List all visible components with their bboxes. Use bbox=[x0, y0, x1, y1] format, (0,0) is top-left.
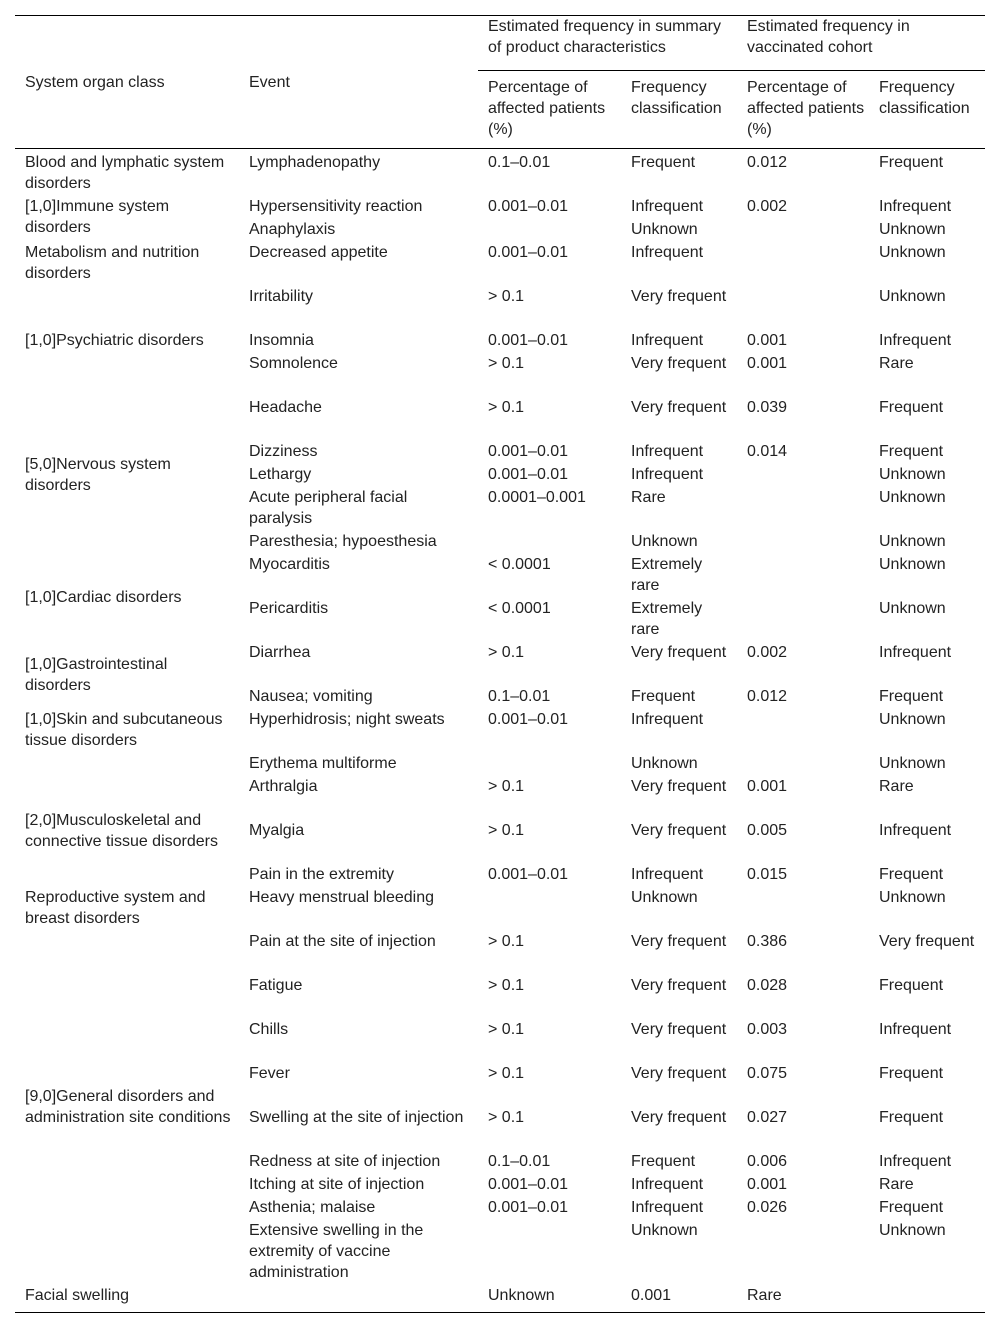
cell-freq-smpc: Infrequent bbox=[631, 1199, 704, 1216]
cell-pct-smpc bbox=[478, 885, 621, 929]
cell-pct-smpc: 0.1–0.01 bbox=[488, 688, 551, 705]
cell-event: Pericarditis bbox=[249, 600, 329, 617]
header-pct-cohort: Percentage of affected patients (%) bbox=[747, 79, 865, 138]
cell-freq-smpc: Very frequent bbox=[631, 1109, 727, 1126]
cell-pct-smpc: 0.001–0.01 bbox=[488, 466, 569, 483]
cell-freq-smpc: Extremely rare bbox=[631, 556, 703, 594]
cell-freq-cohort: Infrequent bbox=[879, 1153, 952, 1170]
header-system-organ-class: System organ class bbox=[15, 16, 239, 149]
cell-pct-cohort: 0.386 bbox=[747, 933, 788, 950]
cell-event: Pain at the site of injection bbox=[249, 933, 436, 950]
cell-event: Lymphadenopathy bbox=[249, 154, 381, 171]
cell-pct-cohort: 0.001 bbox=[747, 778, 788, 795]
cell-freq-smpc: Infrequent bbox=[631, 866, 704, 883]
cell-pct-smpc bbox=[478, 529, 621, 552]
cell-freq-cohort: Unknown bbox=[879, 600, 946, 617]
cell-pct-cohort bbox=[737, 1218, 869, 1283]
cell-freq-cohort: Unknown bbox=[879, 288, 946, 305]
cell-event: Hypersensitivity reaction bbox=[249, 198, 423, 215]
cell-freq-cohort: Unknown bbox=[879, 533, 946, 550]
cell-freq-cohort: Frequent bbox=[879, 1109, 944, 1126]
table-row bbox=[15, 774, 985, 818]
cell-pct-smpc: > 0.1 bbox=[488, 399, 525, 416]
cell-system-organ-class: Metabolism and nutrition disorders bbox=[25, 244, 200, 282]
cell-pct-smpc: < 0.0001 bbox=[488, 556, 551, 573]
cell-freq-smpc: Infrequent bbox=[631, 711, 704, 728]
cell-pct-cohort: 0.028 bbox=[747, 977, 788, 994]
cell-freq-smpc: Unknown bbox=[631, 889, 698, 906]
cell-pct-smpc: > 0.1 bbox=[488, 1065, 525, 1082]
cell-event: Facial swelling bbox=[25, 1287, 130, 1304]
cell-freq-cohort: Infrequent bbox=[879, 1021, 952, 1038]
cell-pct-cohort bbox=[737, 240, 869, 284]
cell-freq-smpc: Very frequent bbox=[631, 288, 727, 305]
cell-freq-cohort: Infrequent bbox=[879, 332, 952, 349]
cell-pct-cohort: 0.001 bbox=[747, 332, 788, 349]
cell-pct-cohort: 0.001 bbox=[747, 355, 788, 372]
cell-freq-cohort: Frequent bbox=[879, 1199, 944, 1216]
cell-event: Somnolence bbox=[249, 355, 338, 372]
cell-pct-cohort bbox=[737, 552, 869, 596]
cell-freq-cohort: Unknown bbox=[879, 711, 946, 728]
cell-freq-cohort: Unknown bbox=[879, 489, 946, 506]
table-row bbox=[15, 240, 985, 284]
cell-pct-cohort: 0.001 bbox=[747, 1176, 788, 1193]
cell-system-organ-class: [9,0]General disorders and administration site conditions bbox=[25, 1088, 231, 1126]
cell-freq-cohort: Frequent bbox=[879, 1065, 944, 1082]
cell-pct-smpc: 0.001–0.01 bbox=[488, 1176, 569, 1193]
cell-pct-smpc: > 0.1 bbox=[488, 355, 525, 372]
cell-freq-smpc: Infrequent bbox=[631, 1176, 704, 1193]
cell-event: Irritability bbox=[249, 288, 314, 305]
cell-freq-smpc: Infrequent bbox=[631, 332, 704, 349]
cell-system-organ-class: Blood and lymphatic system disorders bbox=[25, 154, 225, 192]
cell-freq-cohort: Rare bbox=[879, 778, 914, 795]
table-header bbox=[15, 16, 985, 149]
cell-system-organ-class: [5,0]Nervous system disorders bbox=[25, 455, 171, 494]
cell-pct-smpc: 0.001–0.01 bbox=[488, 1199, 569, 1216]
cell-pct-cohort: 0.012 bbox=[747, 154, 788, 171]
cell-freq-cohort: Unknown bbox=[879, 1222, 946, 1239]
cell-freq-cohort: Unknown bbox=[879, 244, 946, 261]
cell-pct-smpc: > 0.1 bbox=[488, 933, 525, 950]
table-row bbox=[15, 640, 985, 684]
cell-pct-cohort: 0.002 bbox=[747, 644, 788, 661]
cell-pct-cohort: 0.026 bbox=[747, 1199, 788, 1216]
cell-freq-smpc: Very frequent bbox=[631, 822, 727, 839]
cell-pct-cohort bbox=[737, 751, 869, 774]
table-row bbox=[15, 929, 985, 973]
cell-event: Fever bbox=[249, 1065, 290, 1082]
cell-pct-smpc: 0.0001–0.001 bbox=[488, 489, 586, 506]
cell-system-organ-class: [1,0]Immune system disorders bbox=[25, 198, 170, 236]
header-event: Event bbox=[239, 16, 478, 149]
cell-pct-smpc: < 0.0001 bbox=[488, 600, 551, 617]
cell-system-organ-class: Reproductive system and breast disorders bbox=[25, 889, 206, 927]
cell-freq-smpc: Frequent bbox=[631, 688, 696, 705]
cell-freq-cohort: Infrequent bbox=[879, 644, 952, 661]
cell-event: Pain in the extremity bbox=[249, 866, 394, 883]
cell-pct-smpc: 0.001–0.01 bbox=[488, 332, 569, 349]
cell-pct-cohort: 0.015 bbox=[747, 866, 788, 883]
cell-system-organ-class: [1,0]Skin and subcutaneous tissue disorders bbox=[25, 711, 223, 749]
cell-pct-smpc: 0.001–0.01 bbox=[488, 443, 569, 460]
cell-system-organ-class: [1,0]Gastrointestinal disorders bbox=[25, 655, 168, 694]
cell-pct-cohort: 0.012 bbox=[747, 688, 788, 705]
cell-freq-smpc: Infrequent bbox=[631, 443, 704, 460]
cell-pct-smpc: 0.001–0.01 bbox=[488, 244, 569, 261]
cell-pct-cohort bbox=[737, 596, 869, 640]
cell-freq-cohort: Unknown bbox=[879, 556, 946, 573]
cell-pct-cohort: 0.003 bbox=[747, 1021, 788, 1038]
cell-pct-smpc bbox=[478, 217, 621, 240]
cell-event: Nausea; vomiting bbox=[249, 688, 373, 705]
table-row bbox=[15, 395, 985, 439]
cell-event: Asthenia; malaise bbox=[249, 1199, 376, 1216]
cell-freq-cohort: Rare bbox=[879, 355, 914, 372]
cell-freq-cohort: Unknown bbox=[879, 755, 946, 772]
cell-freq-cohort: Infrequent bbox=[879, 822, 952, 839]
cell-pct-smpc bbox=[239, 1283, 478, 1313]
header-group-cohort: Estimated frequency in vaccinated cohort bbox=[737, 16, 985, 71]
cell-pct-cohort: 0.039 bbox=[747, 399, 788, 416]
header-freq-smpc: Frequency classification bbox=[631, 79, 722, 117]
cell-freq-cohort: Frequent bbox=[879, 688, 944, 705]
cell-pct-smpc: > 0.1 bbox=[488, 288, 525, 305]
cell-pct-cohort: 0.002 bbox=[747, 198, 788, 215]
cell-pct-cohort bbox=[737, 284, 869, 328]
cell-freq-smpc: Infrequent bbox=[631, 198, 704, 215]
cell-freq-cohort: Unknown bbox=[879, 889, 946, 906]
cell-freq-cohort: Frequent bbox=[879, 977, 944, 994]
table-row bbox=[15, 885, 985, 929]
cell-event: Arthralgia bbox=[249, 778, 318, 795]
cell-freq-cohort: Frequent bbox=[879, 866, 944, 883]
cell-freq-cohort: Infrequent bbox=[879, 198, 952, 215]
cell-freq-smpc: Very frequent bbox=[631, 399, 727, 416]
cell-event: Lethargy bbox=[249, 466, 312, 483]
cell-event: Anaphylaxis bbox=[249, 221, 336, 238]
table-body bbox=[15, 149, 985, 1313]
cell-freq-smpc: Very frequent bbox=[631, 1065, 727, 1082]
cell-freq-cohort: Unknown bbox=[879, 466, 946, 483]
cell-event: Diarrhea bbox=[249, 644, 311, 661]
cell-pct-smpc: > 0.1 bbox=[488, 644, 525, 661]
cell-pct-cohort bbox=[737, 485, 869, 529]
cell-pct-cohort bbox=[737, 529, 869, 552]
cell-freq-smpc: Infrequent bbox=[631, 244, 704, 261]
header-group-row bbox=[15, 16, 985, 71]
cell-event: Redness at site of injection bbox=[249, 1153, 441, 1170]
cell-freq-smpc: Very frequent bbox=[631, 778, 727, 795]
cell-pct-smpc: 0.001–0.01 bbox=[488, 866, 569, 883]
table-row bbox=[15, 1283, 985, 1313]
cell-freq-cohort: Frequent bbox=[879, 154, 944, 171]
cell-freq-smpc: Rare bbox=[631, 489, 666, 506]
table-row bbox=[15, 552, 985, 596]
cell-pct-smpc: > 0.1 bbox=[488, 1109, 525, 1126]
cell-freq-cohort: Frequent bbox=[879, 399, 944, 416]
cell-event: Paresthesia; hypoesthesia bbox=[249, 533, 437, 550]
cell-pct-smpc: > 0.1 bbox=[488, 1021, 525, 1038]
cell-system-organ-class: [1,0]Cardiac disorders bbox=[25, 588, 182, 606]
cell-freq-cohort: Rare bbox=[879, 1176, 914, 1193]
table-row bbox=[15, 149, 985, 195]
cell-pct-cohort: 0.075 bbox=[747, 1065, 788, 1082]
cell-event: Decreased appetite bbox=[249, 244, 388, 261]
cell-freq-smpc: Very frequent bbox=[631, 644, 727, 661]
cell-pct-cohort: 0.014 bbox=[747, 443, 788, 460]
cell-freq-smpc: Unknown bbox=[631, 221, 698, 238]
cell-freq-smpc: Frequent bbox=[631, 154, 696, 171]
cell-pct-smpc bbox=[478, 1218, 621, 1283]
cell-freq-cohort: Frequent bbox=[879, 443, 944, 460]
cell-event: Headache bbox=[249, 399, 322, 416]
cell-freq-smpc: Frequent bbox=[631, 1153, 696, 1170]
cell-system-organ-class: [2,0]Musculoskeletal and connective tissue disorders bbox=[25, 811, 218, 850]
cell-freq-smpc: Very frequent bbox=[631, 1021, 727, 1038]
cell-pct-cohort bbox=[737, 885, 869, 929]
cell-freq-cohort: Rare bbox=[747, 1287, 782, 1304]
cell-pct-smpc: > 0.1 bbox=[488, 977, 525, 994]
table-row bbox=[15, 194, 985, 217]
cell-pct-cohort bbox=[737, 707, 869, 751]
cell-freq-cohort: Unknown bbox=[879, 221, 946, 238]
table-row bbox=[15, 284, 985, 328]
cell-event: Swelling at the site of injection bbox=[249, 1109, 464, 1126]
cell-pct-cohort: 0.005 bbox=[747, 822, 788, 839]
cell-event: Hyperhidrosis; night sweats bbox=[249, 711, 445, 728]
cell-pct-smpc bbox=[478, 751, 621, 774]
cell-pct-cohort: 0.006 bbox=[747, 1153, 788, 1170]
adverse-events-table bbox=[15, 15, 985, 1313]
cell-event: Extensive swelling in the extremity of vaccine administration bbox=[249, 1222, 424, 1281]
cell-event: Chills bbox=[249, 1021, 289, 1038]
cell-event: Acute peripheral facial paralysis bbox=[249, 489, 408, 527]
cell-pct-smpc: > 0.1 bbox=[488, 778, 525, 795]
header-pct-smpc: Percentage of affected patients (%) bbox=[488, 79, 606, 138]
cell-freq-smpc: Extremely rare bbox=[631, 600, 703, 638]
cell-event: Myocarditis bbox=[249, 556, 330, 573]
cell-system-organ-class: [1,0]Psychiatric disorders bbox=[25, 332, 204, 349]
table-row bbox=[15, 707, 985, 751]
cell-freq-smpc: Very frequent bbox=[631, 933, 727, 950]
cell-event: Myalgia bbox=[249, 822, 305, 839]
cell-pct-cohort bbox=[737, 217, 869, 240]
header-group-smpc: Estimated frequency in summary of product characteristics bbox=[478, 16, 737, 71]
cell-pct-smpc: 0.1–0.01 bbox=[488, 1153, 551, 1170]
cell-freq-smpc: Unknown bbox=[631, 755, 698, 772]
cell-event: Erythema multiforme bbox=[249, 755, 397, 772]
cell-pct-smpc: > 0.1 bbox=[488, 822, 525, 839]
cell-pct-cohort: 0.001 bbox=[631, 1287, 672, 1304]
cell-freq-smpc: Infrequent bbox=[631, 466, 704, 483]
cell-freq-smpc: Very frequent bbox=[631, 355, 727, 372]
cell-event: Fatigue bbox=[249, 977, 303, 994]
cell-pct-smpc: 0.001–0.01 bbox=[488, 198, 569, 215]
cell-freq-cohort: Very frequent bbox=[879, 933, 975, 950]
cell-event: Insomnia bbox=[249, 332, 314, 349]
cell-freq-smpc: Very frequent bbox=[631, 977, 727, 994]
cell-event: Heavy menstrual bleeding bbox=[249, 889, 434, 906]
cell-event: Itching at site of injection bbox=[249, 1176, 425, 1193]
cell-freq-smpc: Unknown bbox=[488, 1287, 555, 1304]
cell-event: Dizziness bbox=[249, 443, 318, 460]
cell-freq-smpc: Unknown bbox=[631, 533, 698, 550]
cell-pct-cohort bbox=[737, 462, 869, 485]
cell-pct-smpc: 0.1–0.01 bbox=[488, 154, 551, 171]
header-freq-cohort: Frequency classification bbox=[879, 79, 970, 117]
cell-freq-smpc: Unknown bbox=[631, 1222, 698, 1239]
cell-pct-cohort: 0.027 bbox=[747, 1109, 788, 1126]
cell-pct-smpc: 0.001–0.01 bbox=[488, 711, 569, 728]
